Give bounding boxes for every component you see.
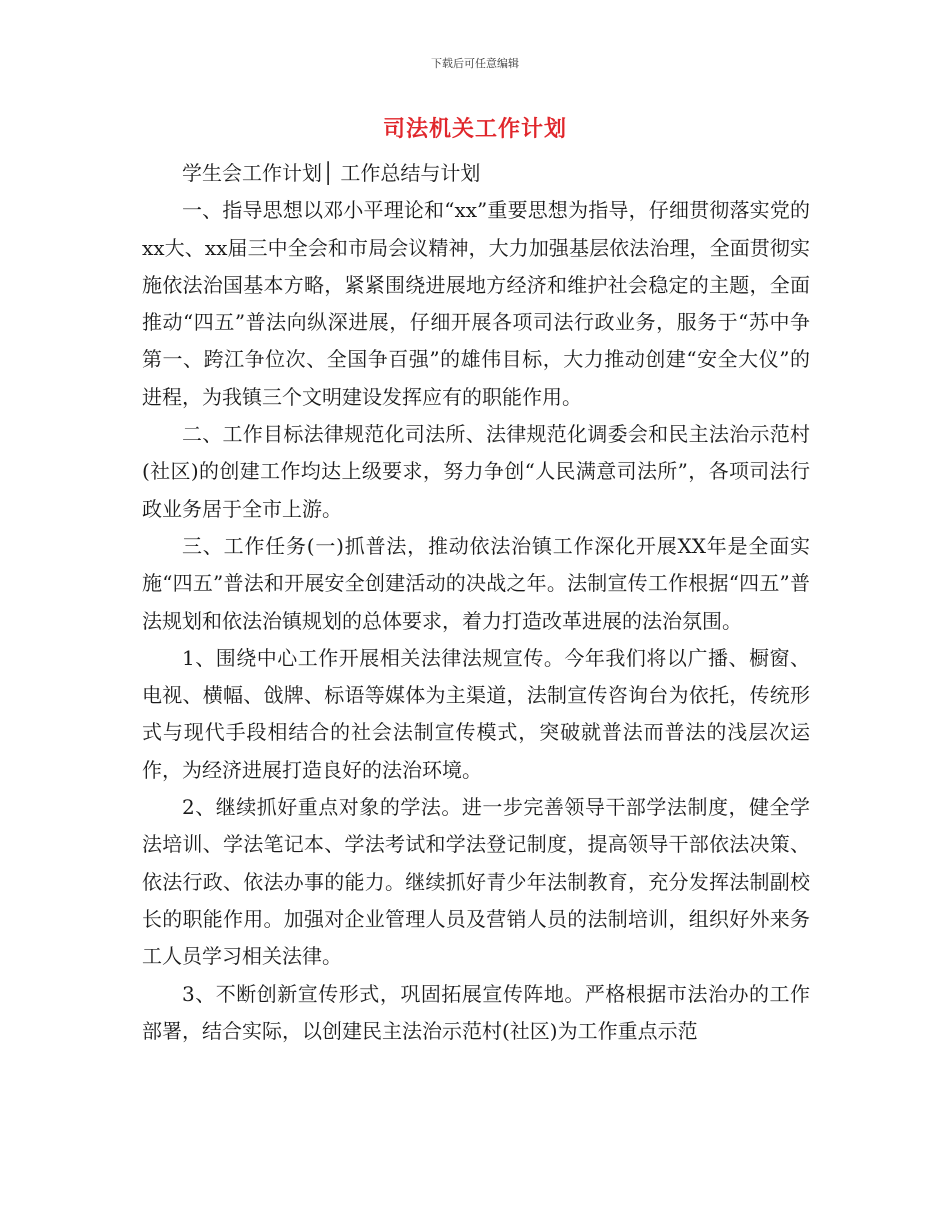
paragraph-item-1: 1、围绕中心工作开展相关法律法规宣传。今年我们将以广播、橱窗、电视、横幅、戗牌、标语等媒体为主渠道，法制宣传咨询台为依托，传统形式与现代手段相结合的社会法制宣传模式，突破就普法而普法的浅层次运作，为经济进展打造良好的法治环境。 xyxy=(142,645,810,782)
subtitle-line: 学生会工作计划│ 工作总结与计划 xyxy=(182,161,481,185)
paragraph-work-tasks: 三、工作任务(一)抓普法，推动依法治镇工作深化开展XX年是全面实施“四五”普法和开展安全创建活动的决战之年。法制宣传工作根据“四五”普法规划和依法治镇规划的总体要求，着力打造改革进展的法治氛围。 xyxy=(142,533,810,633)
paragraph-guiding-ideology: 一、指导思想以邓小平理论和“xx”重要思想为指导，仔细贯彻落实党的xx大、xx届三中全会和市局会议精神，大力加强基层依法治理，全面贯彻实施依法治国基本方略，紧紧围绕进展地方经济和维护社会稳定的主题，全面推动“四五”普法向纵深进展，仔细开展各项司法行政业务，服务于“苏中争第一、跨江争位次、全国争百强”的雄伟目标，大力推动创建“安全大仪”的进程，为我镇三个文明建设发挥应有的职能作用。 xyxy=(142,198,810,409)
paragraph-item-3: 3、不断创新宣传形式，巩固拓展宣传阵地。严格根据市法治办的工作部署，结合实际，以创建民主法治示范村(社区)为工作重点示范 xyxy=(142,981,810,1043)
paragraph-item-2: 2、继续抓好重点对象的学法。进一步完善领导干部学法制度，健全学法培训、学法笔记本、学法考试和学法登记制度，提高领导干部依法决策、依法行政、依法办事的能力。继续抓好青少年法制教育，充分发挥法制副校长的职能作用。加强对企业管理人员及营销人员的法制培训，组织好外来务工人员学习相关法律。 xyxy=(142,795,810,969)
header-note: 下载后可任意编辑 xyxy=(431,57,519,70)
document-body xyxy=(142,155,810,1050)
paragraph-work-goals: 二、工作目标法律规范化司法所、法律规范化调委会和民主法治示范村(社区)的创建工作均达上级要求，努力争创“人民满意司法所”，各项司法行政业务居于全市上游。 xyxy=(142,422,810,521)
document-title: 司法机关工作计划 xyxy=(382,117,567,142)
